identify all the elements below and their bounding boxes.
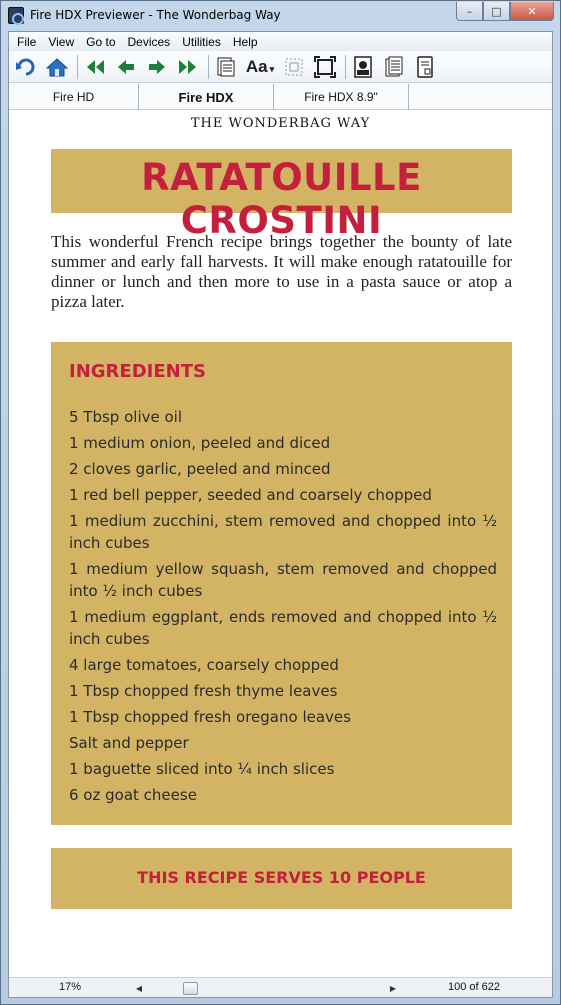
- tab-fire-hd[interactable]: Fire HD: [9, 84, 139, 110]
- list-item: 1 medium yellow squash, stem removed and chopped into ½ inch cubes: [69, 560, 497, 600]
- list-item: 1 baguette sliced into ¼ inch slices: [69, 760, 335, 778]
- list-item: 2 cloves garlic, peeled and minced: [69, 460, 331, 478]
- menu-help[interactable]: Help: [232, 34, 258, 49]
- list-item: 1 medium onion, peeled and diced: [69, 434, 331, 452]
- list-item: 6 oz goat cheese: [69, 786, 197, 804]
- toolbar-separator: [345, 55, 346, 79]
- list-item: 1 red bell pepper, seeded and coarsely chopped: [69, 486, 432, 504]
- client-area: [8, 31, 553, 998]
- title-bar[interactable]: [1, 1, 560, 31]
- maximize-button[interactable]: □: [483, 2, 510, 21]
- menu-goto[interactable]: Go to: [86, 34, 116, 49]
- zoom-level: 17%: [59, 981, 82, 993]
- font-size-icon[interactable]: Aa ▾: [245, 56, 275, 76]
- list-item: 5 Tbsp olive oil: [69, 408, 182, 426]
- toolbar-separator: [77, 55, 78, 79]
- ingredients-box: [51, 342, 512, 825]
- device-tab-bar: [9, 84, 552, 110]
- minimize-button[interactable]: –: [456, 2, 483, 21]
- serves-text: THIS RECIPE SERVES 10 PEOPLE: [137, 868, 426, 887]
- running-head: THE WONDERBAG WAY: [190, 116, 371, 131]
- menu-file[interactable]: File: [17, 34, 37, 49]
- list-item: 1 Tbsp chopped fresh oregano leaves: [69, 708, 351, 726]
- tab-fire-hdx[interactable]: Fire HDX: [139, 84, 274, 110]
- tab-fire-hdx-8-9[interactable]: Fire HDX 8.9": [274, 84, 409, 110]
- fit-page-icon[interactable]: [280, 54, 308, 80]
- table-of-contents-icon[interactable]: [212, 54, 240, 80]
- status-bar: [9, 977, 552, 997]
- menu-view[interactable]: View: [48, 34, 75, 49]
- scroll-track[interactable]: [147, 982, 385, 994]
- ingredients-heading: INGREDIENTS: [69, 361, 206, 382]
- document-icon[interactable]: [380, 54, 408, 80]
- list-item: 1 medium eggplant, ends removed and chopped into ½ inch cubes: [69, 608, 497, 648]
- device-icon[interactable]: [411, 54, 439, 80]
- next-page-icon[interactable]: [143, 54, 171, 80]
- toolbar-separator: [208, 55, 209, 79]
- last-page-icon[interactable]: [174, 54, 202, 80]
- book-page[interactable]: [9, 111, 552, 977]
- menu-devices[interactable]: Devices: [127, 34, 171, 49]
- previous-page-icon[interactable]: [112, 54, 140, 80]
- page-indicator: 100 of 622: [448, 981, 500, 993]
- recipe-title: RATATOUILLE CROSTINI: [141, 156, 422, 242]
- back-icon[interactable]: [12, 54, 40, 80]
- list-item: 4 large tomatoes, coarsely chopped: [69, 656, 339, 674]
- toolbar: [9, 51, 552, 83]
- list-item: 1 Tbsp chopped fresh thyme leaves: [69, 682, 338, 700]
- close-button[interactable]: ✕: [510, 2, 554, 21]
- scroll-right-icon[interactable]: ▶: [389, 983, 397, 993]
- list-item: Salt and pepper: [69, 734, 189, 752]
- ingredients-list: [69, 406, 497, 810]
- portrait-icon[interactable]: [349, 54, 377, 80]
- menu-bar: [9, 32, 552, 51]
- fullscreen-icon[interactable]: [311, 54, 339, 80]
- window-controls: [456, 2, 554, 21]
- window-title: Fire HDX Previewer - The Wonderbag Way: [30, 8, 281, 22]
- title-banner: [51, 149, 512, 242]
- list-item: 1 medium zucchini, stem removed and chopped into ½ inch cubes: [69, 512, 497, 552]
- scroll-left-icon[interactable]: ◀: [135, 983, 143, 993]
- app-icon: [8, 7, 24, 24]
- page-scrollbar[interactable]: [133, 981, 399, 995]
- recipe-intro: This wonderful French recipe brings together the bounty of late summer and early fall harvests. It will make enough ratatouille for dinner or lunch and then more to use in a pasta sauce or atop a pizza later.: [51, 232, 512, 311]
- serves-banner: [51, 848, 512, 909]
- font-size-label: Aa: [245, 56, 268, 76]
- scroll-thumb[interactable]: [183, 982, 198, 995]
- first-page-icon[interactable]: [81, 54, 109, 80]
- home-icon[interactable]: [43, 54, 71, 80]
- menu-utilities[interactable]: Utilities: [182, 34, 221, 49]
